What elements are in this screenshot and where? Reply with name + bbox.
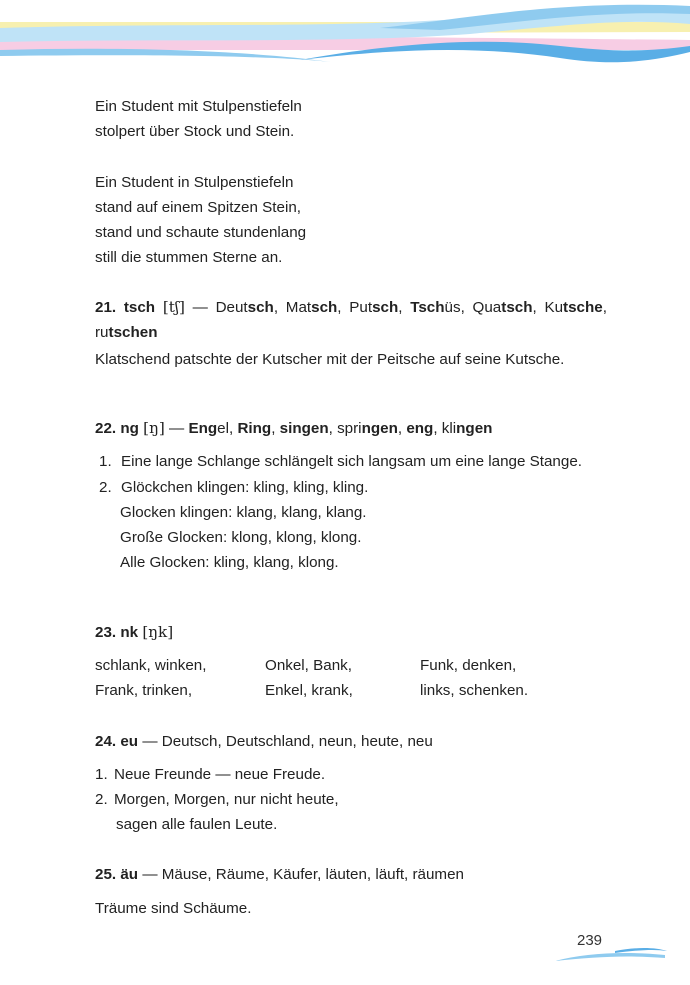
word-cell: schlank, winken,	[95, 657, 207, 674]
section-23-heading: 23. nk [ŋk]	[95, 623, 174, 641]
poem-line: still die stummen Sterne an.	[95, 249, 283, 266]
poem-line: Ein Student in Stulpenstiefeln	[95, 174, 294, 191]
poem-stanza-2	[95, 170, 607, 270]
poem-line: Ein Student mit Stulpenstiefeln	[95, 98, 302, 115]
list-item: 2. Glöckchen klingen: kling, kling, kling. Glocken klingen: klang, klang, klang. Große Glocken: klong, klong, klong. Alle Glocken: kling, klang, klong.	[99, 479, 369, 571]
section-22-list	[99, 451, 607, 575]
poem-line: stand auf einem Spitzen Stein,	[95, 199, 302, 216]
list-item: 1. Neue Freunde — neue Freude.	[95, 766, 326, 783]
section-21-heading	[95, 295, 607, 345]
section-21-words: 21. tsch [tʃ] — Deutsch, Matsch, Putsch, Tschüs, Quatsch, Kutsche, rutschen	[95, 298, 607, 341]
header-wave-decoration	[0, 0, 690, 80]
word-cell: Frank, trinken,	[95, 682, 193, 699]
word-cell: Onkel, Bank,	[265, 657, 352, 674]
word-cell: links, schenken.	[420, 682, 529, 699]
section-21-sentence: Klatschend patschte der Kutscher mit der Peitsche auf seine Kutsche.	[95, 351, 565, 368]
poem-stanza-1	[95, 94, 607, 144]
section-22-heading: 22. ng [ŋ] — Engel, Ring, singen, springen, eng, klingen	[95, 419, 493, 437]
section-24-heading: 24. eu — Deutsch, Deutschland, neun, heute, neu	[95, 733, 433, 750]
word-cell: Enkel, krank,	[265, 682, 353, 699]
poem-line: stolpert über Stock und Stein.	[95, 123, 295, 140]
section-25-sentence: Träume sind Schäume.	[95, 900, 252, 917]
list-item: 2. Morgen, Morgen, nur nicht heute, sagen alle faulen Leute.	[95, 791, 339, 833]
footer-wave-decoration	[555, 945, 675, 967]
list-item: 1. Eine lange Schlange schlängelt sich langsam um eine lange Stange.	[99, 453, 582, 470]
section-24-list	[95, 762, 607, 837]
page-number: 239	[577, 932, 603, 949]
section-25-heading: 25. äu — Mäuse, Räume, Käufer, läuten, läuft, räumen	[95, 866, 464, 883]
section-23-word-grid	[95, 653, 607, 703]
word-cell: Funk, denken,	[420, 657, 517, 674]
poem-line: stand und schaute stundenlang	[95, 224, 307, 241]
